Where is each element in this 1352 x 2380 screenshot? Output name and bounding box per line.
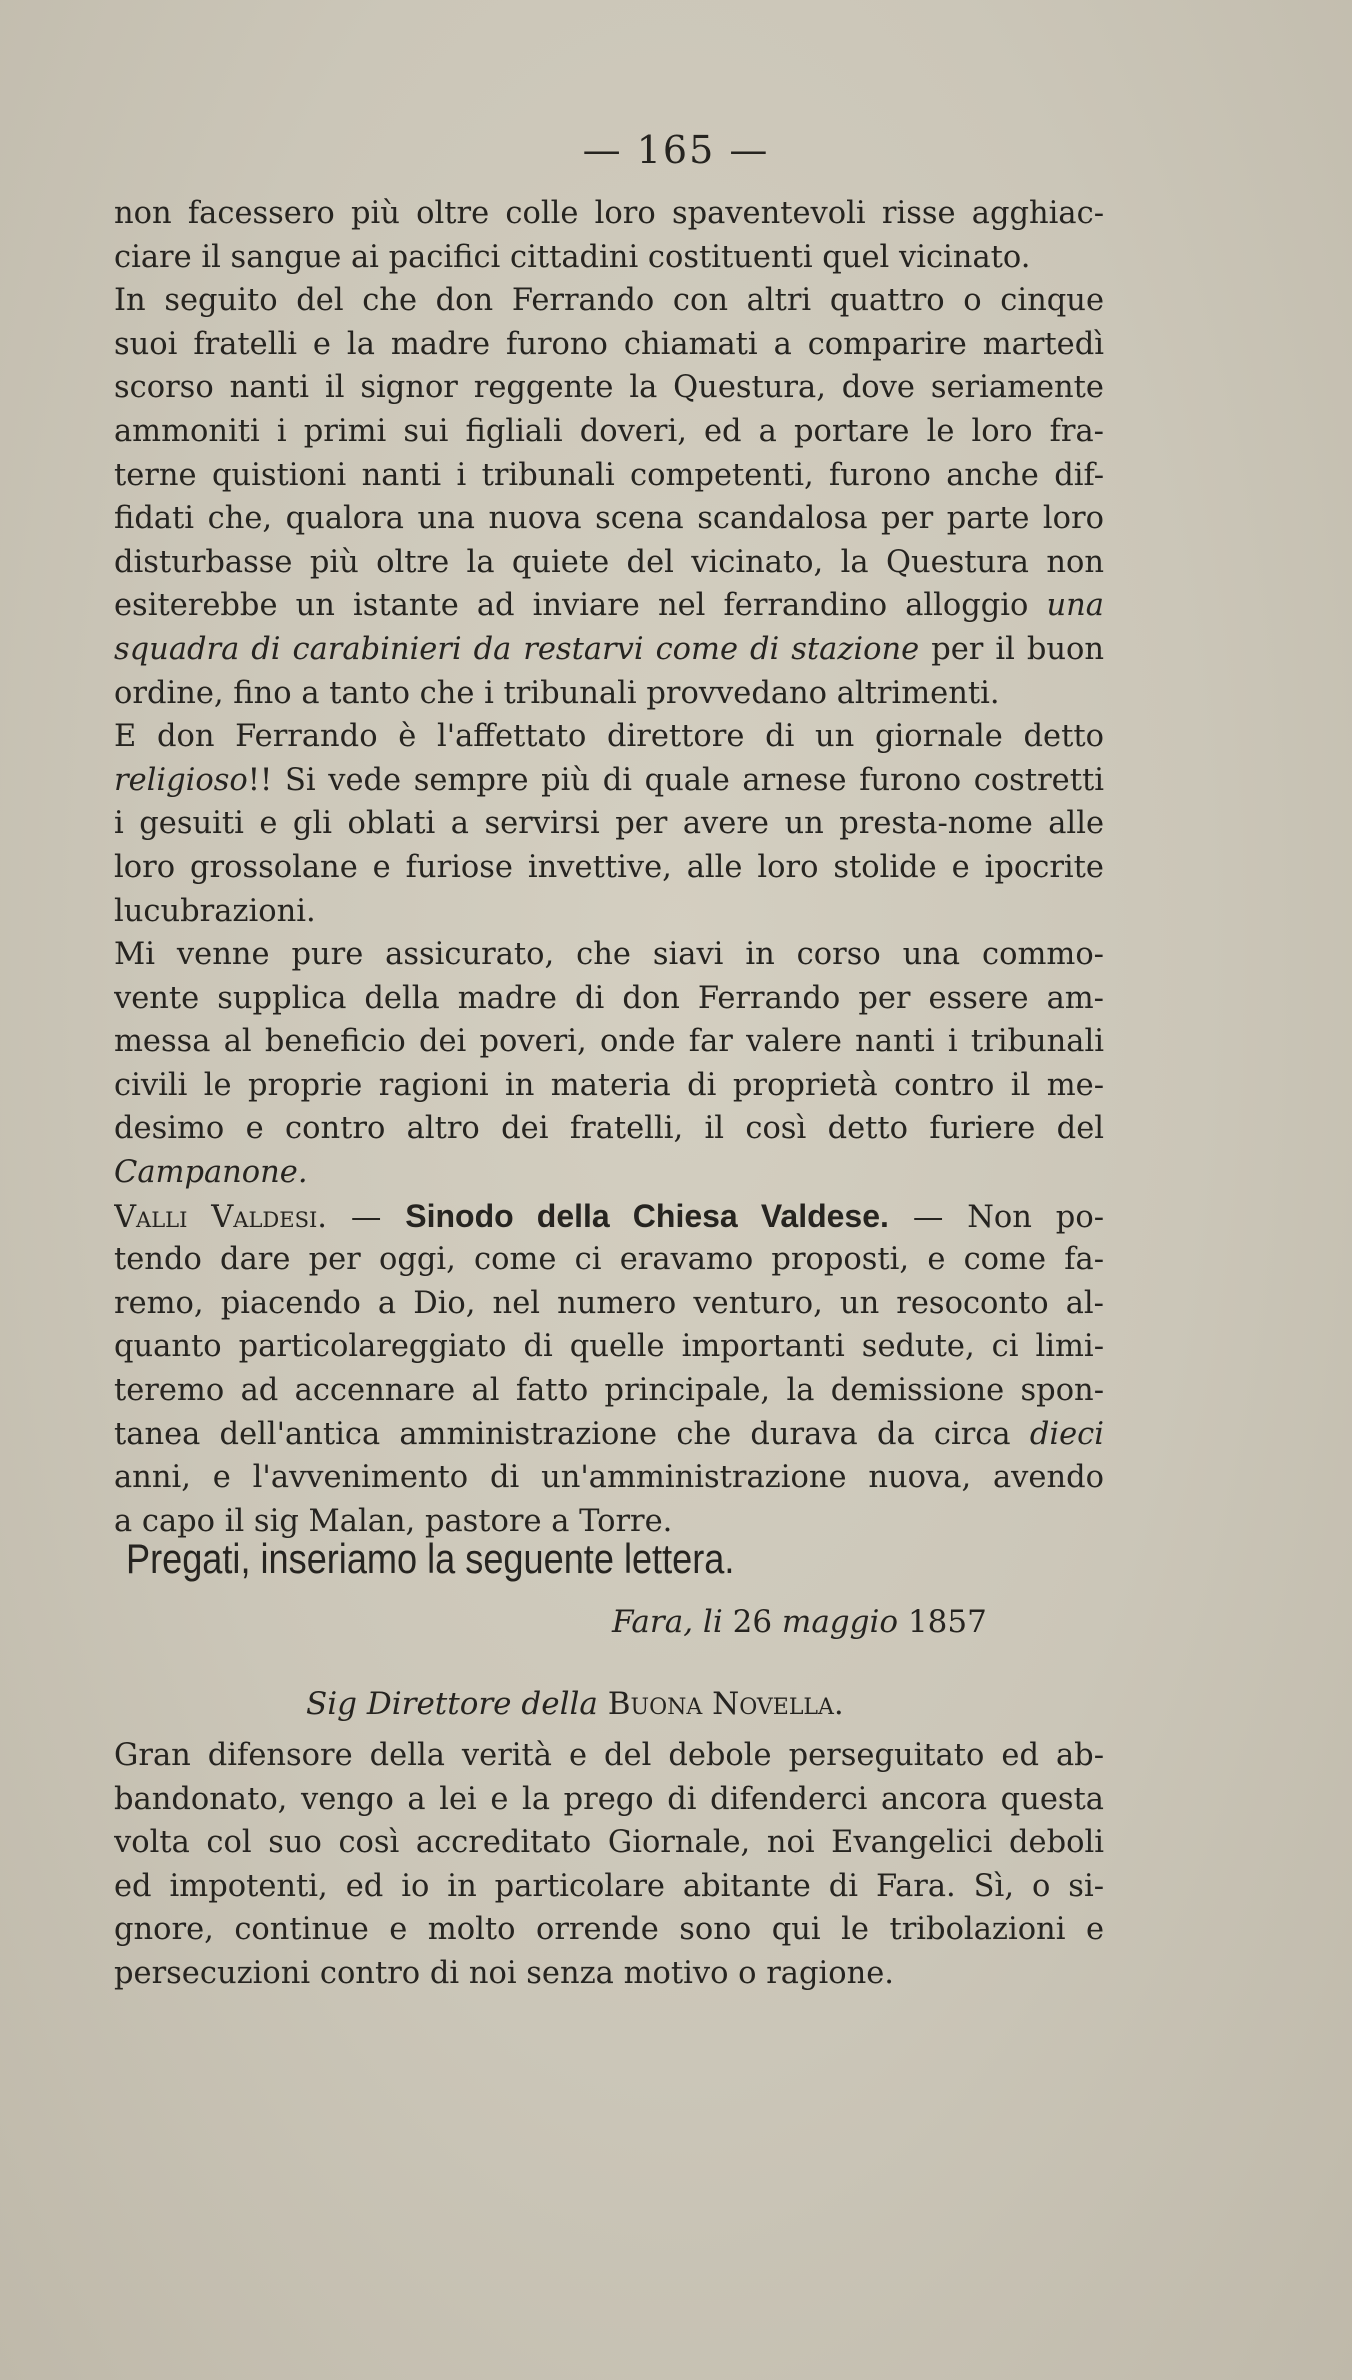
- salutation-text: Sig Direttore della: [306, 1686, 598, 1722]
- text-line: lucubrazioni.: [114, 893, 316, 929]
- text-line: Gran difensore della verità e del debole perseguitato ed ab-: [114, 1738, 1104, 1773]
- text-line: ammoniti i primi sui figliali doveri, ed a portare le loro fra-: [114, 413, 1104, 449]
- italic-text: una: [1046, 588, 1104, 624]
- article-body: [114, 192, 1104, 1543]
- text-line: gnore, continue e molto orrende sono qui le tribolazioni e: [114, 1912, 1104, 1948]
- text-line: suoi fratelli e la madre furono chiamati a comparire martedì: [114, 326, 1104, 362]
- text-line: ed impotenti, ed io in particolare abitante di Fara. Sì, o si-: [114, 1868, 1104, 1904]
- dash: —: [326, 1199, 406, 1235]
- text-line: teremo ad accennare al fatto principale, la demissione spon-: [114, 1373, 1104, 1409]
- text-line: persecuzioni contro di noi senza motivo o ragione.: [114, 1955, 894, 1991]
- italic-text: squadra di carabinieri da restarvi come di stazione: [114, 631, 920, 667]
- text-line: fidati che, qualora una nuova scena scandalosa per parte loro: [114, 501, 1104, 537]
- publication-name: Buona Novella.: [607, 1686, 844, 1722]
- text-line: desimo e contro altro dei fratelli, il così detto furiere del: [114, 1111, 1104, 1147]
- text-line: Campanone.: [114, 1155, 308, 1191]
- text-span: tanea dell'antica amministrazione che durava da circa: [114, 1416, 1011, 1452]
- date-month: maggio: [781, 1604, 899, 1640]
- text-line: anni, e l'avvenimento di un'amministrazione nuova, avendo: [114, 1460, 1104, 1496]
- text-line: disturbasse più oltre la quiete del vicinato, la Questura non: [114, 544, 1104, 580]
- italic-text: dieci: [1029, 1416, 1104, 1452]
- text-line: messa al beneficio dei poveri, onde far valere nanti i tribunali: [114, 1024, 1104, 1060]
- text-line: terne quistioni nanti i tribunali competenti, furono anche dif-: [114, 457, 1104, 493]
- date-day: 26: [732, 1604, 773, 1640]
- page-number: — 165 —: [582, 128, 770, 172]
- date-place: Fara,: [612, 1604, 694, 1640]
- text-line: a capo il sig Malan, pastore a Torre.: [114, 1503, 673, 1539]
- text-line: ordine, fino a tanto che i tribunali provvedano altrimenti.: [114, 675, 1000, 711]
- text-span: !! Si vede sempre più di quale arnese furono costretti: [247, 762, 1104, 798]
- text-line: non facessero più oltre colle loro spaventevoli risse agghiac-: [114, 196, 1104, 231]
- text-line: [114, 584, 1104, 628]
- text-line: remo, piacendo a Dio, nel numero venturo, un resoconto al-: [114, 1285, 1104, 1321]
- text-line: i gesuiti e gli oblati a servirsi per avere un presta-nome alle: [114, 806, 1104, 842]
- text-line: ciare il sangue ai pacifici cittadini costituenti quel vicinato.: [114, 239, 1031, 275]
- text-span: per il buon: [919, 631, 1104, 667]
- text-line: bandonato, vengo a lei e la prego di difenderci ancora questa: [114, 1781, 1104, 1817]
- text-span: — Non po-: [888, 1199, 1104, 1235]
- letter-body: [114, 1734, 1104, 1996]
- text-span: esiterebbe un istante ad inviare nel ferrandino alloggio: [114, 588, 1029, 624]
- letter-dateline: [612, 1604, 987, 1640]
- text-line: volta col suo così accreditato Giornale, noi Evangelici deboli: [114, 1825, 1104, 1861]
- section-title-line: [114, 1195, 1104, 1239]
- text-line: tendo dare per oggi, come ci eravamo proposti, e come fa-: [114, 1242, 1104, 1278]
- text-line: [114, 628, 1104, 672]
- text-line: scorso nanti il signor reggente la Questura, dove seriamente: [114, 370, 1104, 406]
- text-line: Mi venne pure assicurato, che siavi in corso una commo-: [114, 937, 1104, 973]
- letter-heading: Pregati, inseriamo la seguente lettera.: [126, 1535, 735, 1582]
- section-title: Sinodo della Chiesa Valdese.: [405, 1197, 889, 1234]
- text-line: [114, 1413, 1104, 1457]
- letter-salutation: [306, 1686, 844, 1722]
- text-line: E don Ferrando è l'affettato direttore di un giornale detto: [114, 719, 1104, 755]
- date-li: li: [702, 1604, 723, 1640]
- text-line: [114, 759, 1104, 803]
- text-line: civili le proprie ragioni in materia di proprietà contro il me-: [114, 1067, 1104, 1103]
- text-line: vente supplica della madre di don Ferrando per essere am-: [114, 980, 1104, 1016]
- text-line: quanto particolareggiato di quelle importanti sedute, ci limi-: [114, 1329, 1104, 1365]
- date-year: 1857: [907, 1604, 987, 1640]
- italic-text: religioso: [114, 762, 248, 798]
- text-line: loro grossolane e furiose invettive, alle loro stolide e ipocrite: [114, 849, 1104, 885]
- text-line: In seguito del che don Ferrando con altri quattro o cinque: [114, 283, 1104, 319]
- section-region: Valli Valdesi.: [114, 1199, 327, 1235]
